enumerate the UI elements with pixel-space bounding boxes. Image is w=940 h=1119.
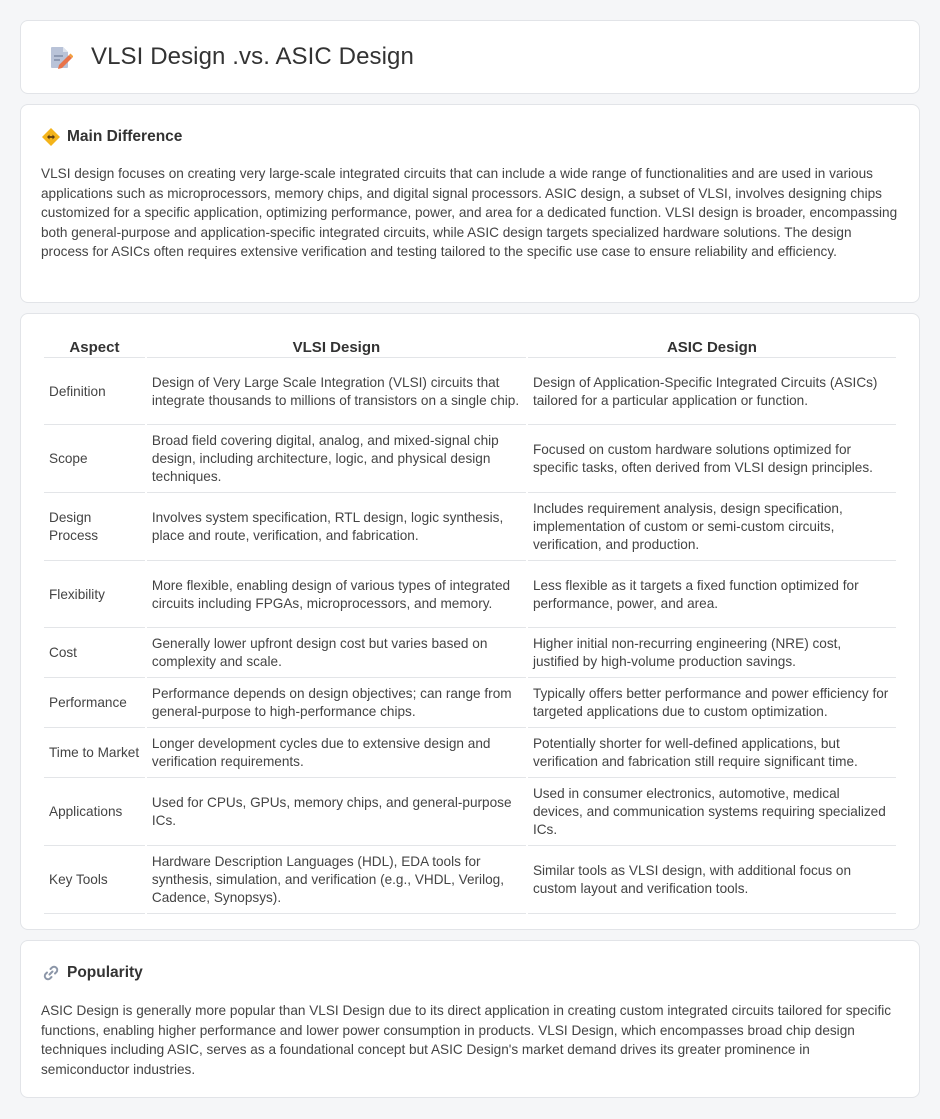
asic-cell: Design of Application-Specific Integrated Circuits (ASICs) tailored for a particular application or function.: [528, 358, 896, 425]
aspect-cell: Design Process: [44, 493, 145, 561]
link-icon: [41, 963, 61, 983]
vlsi-cell: Design of Very Large Scale Integration (VLSI) circuits that integrate thousands to millions of transistors on a single chip.: [147, 358, 526, 425]
table-row: [44, 846, 896, 914]
vlsi-cell: Performance depends on design objectives; can range from general-purpose to high-performance chips.: [147, 678, 526, 728]
vlsi-cell: Hardware Description Languages (HDL), EDA tools for synthesis, simulation, and verification (e.g., VHDL, Verilog, Cadence, Synopsys).: [147, 846, 526, 914]
aspect-cell: Definition: [44, 358, 145, 425]
popularity-card: [20, 940, 920, 1098]
main-difference-card: [20, 104, 920, 303]
aspect-cell: Scope: [44, 425, 145, 493]
table-row: [44, 628, 896, 678]
asic-cell: Includes requirement analysis, design specification, implementation of custom or semi-custom circuits, verification, and production.: [528, 493, 896, 561]
popularity-title: Popularity: [67, 964, 143, 981]
asic-cell: Less flexible as it targets a fixed function optimized for performance, power, and area.: [528, 561, 896, 628]
comparison-table: [42, 334, 898, 914]
aspect-cell: Applications: [44, 778, 145, 846]
asic-cell: Used in consumer electronics, automotive, medical devices, and communication systems requiring specialized ICs.: [528, 778, 896, 846]
table-row: [44, 678, 896, 728]
page-title: VLSI Design .vs. ASIC Design: [91, 43, 414, 70]
popularity-text: ASIC Design is generally more popular than VLSI Design due to its direct application in creating custom integrated circuits tailored for specific functions, enabling higher performance and lower power consumption in products. VLSI Design, which encompasses broad chip design techniques including ASIC, serves as a foundational concept but ASIC Design's market demand drives its greater prominence in semiconductor industries.: [41, 1003, 892, 1077]
header-card: [20, 20, 920, 94]
aspect-cell: Performance: [44, 678, 145, 728]
asic-cell: Potentially shorter for well-defined applications, but verification and fabrication still require significant time.: [528, 728, 896, 778]
vlsi-cell: Involves system specification, RTL design, logic synthesis, place and route, verification, and fabrication.: [147, 493, 526, 561]
aspect-cell: Flexibility: [44, 561, 145, 628]
table-row: [44, 778, 896, 846]
vlsi-cell: Used for CPUs, GPUs, memory chips, and general-purpose ICs.: [147, 778, 526, 846]
asic-cell: Focused on custom hardware solutions optimized for specific tasks, often derived from VLSI design principles.: [528, 425, 896, 493]
diamond-arrows-icon: [41, 127, 61, 147]
header-aspect: Aspect: [44, 334, 145, 358]
asic-cell: Higher initial non-recurring engineering (NRE) cost, justified by high-volume production savings.: [528, 628, 896, 678]
vlsi-cell: More flexible, enabling design of various types of integrated circuits including FPGAs, microprocessors, and memory.: [147, 561, 526, 628]
asic-cell: Typically offers better performance and power efficiency for targeted applications due to custom optimization.: [528, 678, 896, 728]
aspect-cell: Key Tools: [44, 846, 145, 914]
table-row: [44, 425, 896, 493]
table-row: [44, 493, 896, 561]
main-difference-text: VLSI design focuses on creating very large-scale integrated circuits that can include a wide range of functionalities and are used in various applications such as microprocessors, memory chips, and digital signal processors. ASIC design, a subset of VLSI, involves designing chips customized for a specific application, optimizing performance, power, and area for a dedicated function. VLSI design is broader, encompassing both general-purpose and application-specific integrated circuits, while ASIC design targets specialized hardware solutions. The design process for ASICs often requires extensive verification and testing tailored to the specific use case to ensure reliability and efficiency.: [41, 166, 898, 259]
vlsi-cell: Generally lower upfront design cost but varies based on complexity and scale.: [147, 628, 526, 678]
edit-document-icon: [47, 44, 73, 70]
table-row: [44, 728, 896, 778]
vlsi-cell: Longer development cycles due to extensive design and verification requirements.: [147, 728, 526, 778]
comparison-card: [20, 313, 920, 930]
aspect-cell: Cost: [44, 628, 145, 678]
aspect-cell: Time to Market: [44, 728, 145, 778]
table-row: [44, 358, 896, 425]
header-asic: ASIC Design: [528, 334, 896, 358]
header-vlsi: VLSI Design: [147, 334, 526, 358]
table-row: [44, 561, 896, 628]
vlsi-cell: Broad field covering digital, analog, and mixed-signal chip design, including architecture, logic, and physical design techniques.: [147, 425, 526, 493]
table-header-row: [44, 334, 896, 358]
main-difference-title: Main Difference: [67, 128, 183, 145]
asic-cell: Similar tools as VLSI design, with additional focus on custom layout and verification tools.: [528, 846, 896, 914]
